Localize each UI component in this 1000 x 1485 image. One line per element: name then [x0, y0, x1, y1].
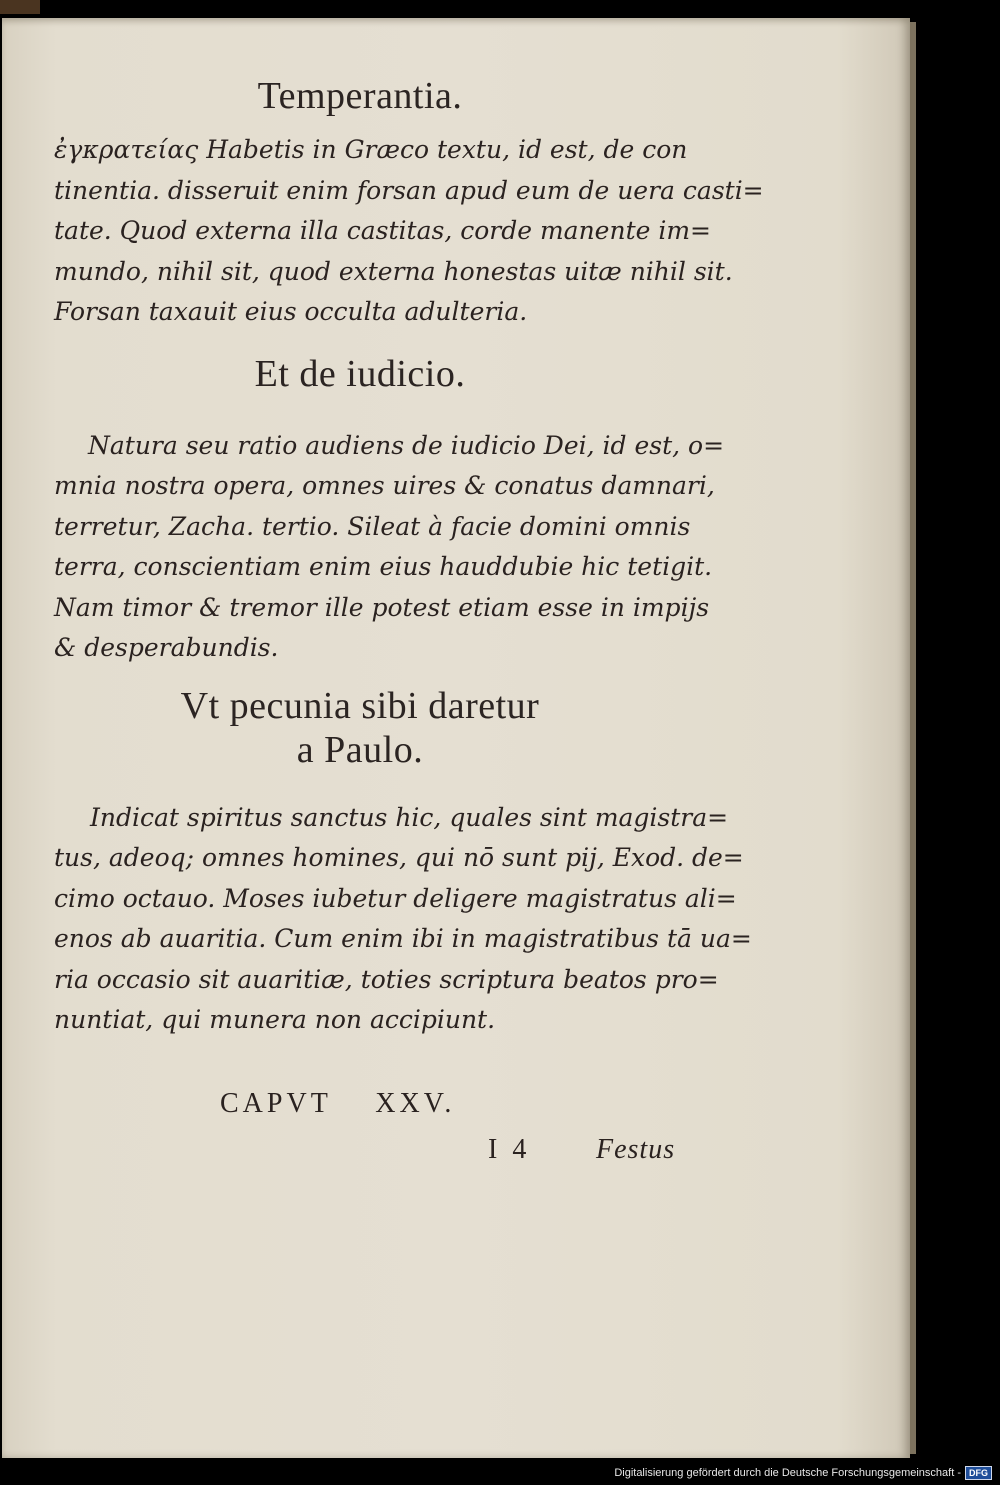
paragraph-iudicio [54, 466, 715, 669]
paragraph-line: tus, adeoq; omnes homines, qui nō sunt pij, Exod. de= [54, 843, 744, 872]
paragraph-line: Forsan taxauit eius occulta adulteria. [54, 297, 528, 326]
paragraph-line: nuntiat, qui munera non accipiunt. [54, 1005, 496, 1034]
paragraph-line: Indicat spiritus sanctus hic, quales sint magistra= [90, 803, 729, 832]
paragraph-line: Natura seu ratio audiens de iudicio Dei, id est, o= [88, 431, 725, 460]
book-page [2, 18, 910, 1458]
paragraph-line: Nam timor & tremor ille potest etiam esse in impijs [54, 592, 710, 622]
credit-text: Digitalisierung gefördert durch die Deutsche Forschungsgemeinschaft - [614, 1467, 961, 1479]
chapter-heading: CAPVT XXV. [220, 1088, 456, 1119]
paragraph-temperantia [54, 130, 764, 333]
binding-corner [0, 0, 40, 14]
paragraph-line: terretur, Zacha. tertio. Sileat à facie domini omnis [54, 511, 691, 541]
paragraph-line: & desperabundis. [54, 633, 279, 662]
paragraph-line: terra, conscientiam enim eius hauddubie hic tetigit. [54, 552, 713, 581]
paragraph-iudicio-first [88, 426, 724, 467]
paragraph-line: tate. Quod externa illa castitas, corde manente im= [54, 216, 712, 245]
heading-pecunia-line1: Vt pecunia sibi daretur [180, 685, 540, 727]
heading-pecunia-line2: a Paulo. [296, 729, 424, 771]
digitization-credit [560, 1465, 992, 1481]
catchword: Festus [596, 1134, 676, 1165]
heading-temperantia: Temperantia. [257, 75, 463, 117]
paragraph-pecunia [54, 838, 752, 1041]
signature-mark: I 4 [488, 1134, 531, 1165]
paragraph-line: ἐγκρατείας Habetis in Græco textu, id est, de con [54, 135, 688, 164]
paragraph-pecunia-first [90, 798, 728, 839]
heading-de-iudicio: Et de iudicio. [254, 353, 466, 395]
paragraph-line: mundo, nihil sit, quod externa honestas uitæ nihil sit. [54, 256, 733, 286]
page-edge [910, 22, 916, 1454]
paragraph-line: tinentia. disseruit enim forsan apud eum de uera casti= [54, 175, 764, 205]
dfg-logo: DFG [965, 1466, 992, 1480]
paragraph-line: cimo octauo. Moses iubetur deligere magistratus ali= [54, 883, 737, 913]
paragraph-line: ria occasio sit auaritiæ, toties scriptura beatos pro= [54, 964, 719, 994]
paragraph-line: enos ab auaritia. Cum enim ibi in magistratibus tā ua= [54, 924, 752, 953]
paragraph-line: mnia nostra opera, omnes uires & conatus damnari, [54, 471, 715, 500]
